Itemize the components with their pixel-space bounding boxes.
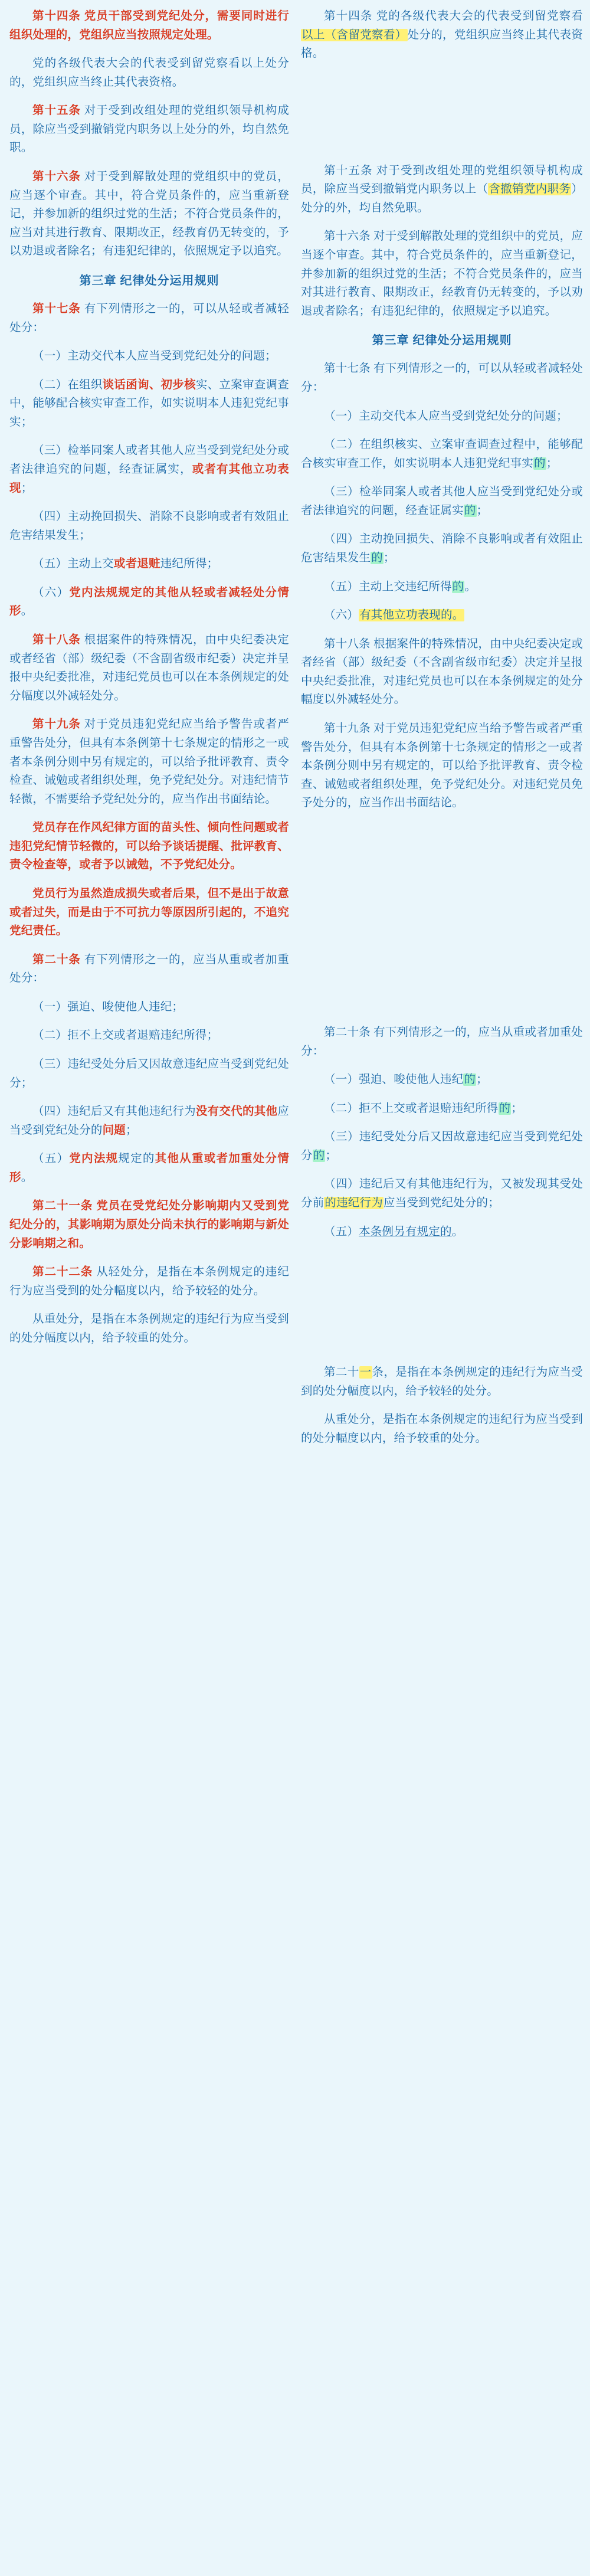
body-text: 有下列情形之一的，应当从重或者加重处分：	[9, 953, 289, 985]
body-text: 处分的，党组织应当终止其代表资格。	[301, 28, 583, 60]
vertical-spacer	[301, 73, 583, 162]
article-paragraph	[9, 584, 289, 621]
article-paragraph	[301, 436, 583, 473]
article-paragraph	[9, 347, 289, 366]
article-paragraph	[9, 102, 289, 158]
body-text: 第十六条	[324, 230, 371, 243]
highlighted-text: 的	[464, 504, 476, 517]
article-paragraph	[9, 508, 289, 545]
article-paragraph	[9, 1026, 289, 1045]
revised-text: 党员干部受到党纪处分，需要同时进行组织处理的，党组织应当按照规定处理。	[9, 10, 289, 41]
article-paragraph	[301, 606, 583, 625]
article-paragraph	[301, 483, 583, 520]
revised-text: 党员存在作风纪律方面的苗头性、倾向性问题或者违犯党纪情节轻微的，可以给予谈话提醒、批评教育、责令检查等，或者予以诫勉，不予党纪处分。	[9, 821, 289, 872]
body-text: （三）违纪受处分后又因故意违纪应当受到党纪处分；	[9, 1058, 289, 1089]
article-paragraph	[9, 1055, 289, 1092]
body-text: 从重处分，是指在本条例规定的违纪行为应当受到的处分幅度以内，给予较重的处分。	[9, 1313, 289, 1344]
body-text: （二）在组织	[32, 378, 103, 391]
body-text: （四）主动挽回损失、消除不良影响或者有效阻止危害结果发生；	[9, 510, 289, 542]
article-paragraph	[9, 300, 289, 337]
article-paragraph	[9, 1310, 289, 1347]
body-text: 党的各级代表大会的代表受到留党察看以上处分的，党组织应当终止其代表资格。	[9, 57, 289, 89]
body-text: ；	[126, 1124, 137, 1137]
body-text: （五）主动上交	[32, 558, 114, 571]
body-text: 从轻处分，是指在本条例规定的违纪行为应当受到的处分幅度以内，给予较轻的处分。	[9, 1266, 289, 1297]
body-text: （一）主动交代本人应当受到党纪处分的问题；	[324, 410, 568, 423]
body-text: 。	[21, 1171, 33, 1184]
body-text: 本条例另有规定的	[359, 1225, 452, 1238]
article-number: 第二十条	[32, 953, 81, 966]
column-left-new-version	[6, 7, 289, 1358]
body-text: 对于受到解散处理的党组织中的党员，应当逐个审查。其中，符合党员条件的，应当重新登记，并参加新的组织过党的生活；不符合党员条件的，应当对其进行教育、限期改正，经教育仍无转变的，予以劝退或者除名；有违犯纪律的，依照规定予以追究。	[301, 230, 583, 318]
body-text: （一）强迫、唆使他人违纪；	[32, 1000, 184, 1013]
article-paragraph	[301, 7, 583, 63]
body-text: 对于受到改组处理的党组织领导机构成员，除应当受到撤销党内职务以上处分的外，均自然免职。	[9, 104, 289, 155]
body-text: ；	[476, 504, 489, 517]
body-text: 。	[21, 605, 33, 618]
article-paragraph	[9, 1150, 289, 1187]
body-text: 第十四条	[324, 10, 373, 22]
article-paragraph	[301, 227, 583, 320]
article-paragraph	[9, 819, 289, 875]
article-paragraph	[9, 1197, 289, 1253]
article-paragraph	[9, 998, 289, 1017]
column-right-old-version	[300, 7, 583, 1458]
body-text: 根据案件的特殊情况，由中央纪委决定或者经省（部）级纪委（不含副省级市纪委）决定并呈报中央纪委批准，对违纪党员也可以在本条例规定的处分幅度以外减轻处分。	[301, 637, 583, 706]
highlighted-text: 的违纪行为	[324, 1196, 383, 1209]
revised-text: 谈话函询、初步核	[102, 378, 196, 391]
revised-text: 第二十一条 党员在受党纪处分影响期内又受到党纪处分的，其影响期为原处分尚未执行的影响期与新处分影响期之和。	[9, 1200, 289, 1250]
body-text: 应当受到党纪处分的；	[383, 1196, 500, 1209]
article-number: 第十九条	[32, 718, 81, 731]
body-text: 对于党员违犯党纪应当给予警告或者严重警告处分，但具有本条例第十七条规定的情形之一或者本条例分则中另有规定的，可以给予批评教育、责令检查、诫勉或者组织处理，免予党纪处分。对违纪情节轻微，不需要给予党纪处分的，应当作出书面结论。	[9, 718, 289, 806]
body-text: （六）	[324, 609, 359, 622]
body-text: ；	[476, 1073, 488, 1086]
two-column-comparison	[6, 7, 584, 1458]
body-text: ；	[546, 457, 558, 470]
highlighted-text: 以上（含留党察看）	[301, 28, 407, 41]
body-text: （三）违纪受处分后又因故意违纪应当受到党纪处分	[301, 1131, 583, 1162]
body-text: （五）主动上交违纪所得	[324, 580, 452, 593]
revised-text: 或者有其他立功表现	[9, 463, 289, 495]
revised-text: 党内法规	[69, 1153, 119, 1166]
body-text: （一）强迫、唆使他人违纪	[324, 1073, 464, 1086]
article-paragraph	[9, 441, 289, 497]
revised-text: 其他从重或者加重处分情形	[9, 1153, 289, 1184]
body-text: 有下列情形之一的，可以从轻或者减轻处分：	[9, 302, 289, 334]
article-paragraph	[301, 1410, 583, 1448]
highlighted-text: 的	[452, 580, 464, 593]
article-paragraph	[9, 376, 289, 432]
body-text: （二）拒不上交或者退赔违纪所得	[324, 1102, 499, 1115]
body-text: 。	[464, 580, 477, 593]
body-text: ；	[383, 551, 395, 564]
article-paragraph	[301, 407, 583, 426]
article-paragraph	[301, 1099, 583, 1118]
body-text: 条，是指在本条例规定的违纪行为应当受到的处分幅度以内，给予较轻的处分。	[301, 1366, 583, 1397]
body-text: （一）主动交代本人应当受到党纪处分的问题；	[32, 350, 277, 363]
body-text: 第十五条	[324, 164, 373, 177]
body-text: 第二十条	[324, 1026, 371, 1039]
highlighted-text: 有其他立功表现的。	[359, 609, 464, 622]
body-text: 对于受到改组处理的党组织领导机构成员，除应当受到撤销党内职务以上（	[301, 164, 583, 196]
highlighted-text: 的	[534, 457, 546, 470]
body-text: 第十九条	[324, 722, 371, 735]
article-paragraph	[301, 530, 583, 567]
body-text: （三）检举同案人或者其他人应当受到党纪处分或者法律追究的问题，经查证属实，	[9, 444, 289, 476]
article-number: 第二十二条	[32, 1266, 93, 1279]
body-text: 第十七条	[324, 362, 371, 375]
body-text: 第十八条	[324, 637, 371, 650]
body-text: 对于受到解散处理的党组织中的党员，应当逐个审查。其中，符合党员条件的，应当重新登记，并参加新的组织过党的生活；不符合党员条件的，应当对其进行教育、限期改正，经教育仍无转变的，予以劝退或者除名；有违犯纪律的，依照规定予以追究。	[9, 171, 289, 258]
article-paragraph	[301, 1023, 583, 1060]
body-text: 从重处分，是指在本条例规定的违纪行为应当受到的处分幅度以内，给予较重的处分。	[301, 1413, 583, 1445]
body-text: （四）违纪后又有其他违纪行为	[32, 1105, 196, 1118]
article-paragraph	[301, 1128, 583, 1165]
article-paragraph	[9, 7, 289, 44]
revised-text: 问题	[102, 1124, 126, 1137]
body-text: 有下列情形之一的，应当从重或者加重处分：	[301, 1026, 583, 1058]
body-text: ；	[21, 482, 33, 495]
article-paragraph	[9, 951, 289, 988]
article-paragraph	[301, 1223, 583, 1242]
body-text: （三）检举同案人或者其他人应当受到党纪处分或者法律追究的问题，经查证属实	[301, 486, 583, 517]
highlighted-text: 一	[359, 1366, 372, 1379]
body-text: （六）	[32, 586, 70, 599]
article-paragraph	[301, 719, 583, 813]
article-number: 第十四条	[32, 10, 81, 22]
article-paragraph	[301, 635, 583, 709]
body-text: 规定的	[118, 1153, 155, 1166]
body-text: 根据案件的特殊情况，由中央纪委决定或者经省（部）级纪委（不含副省级市纪委）决定并呈报中央纪委批准，对违纪党员也可以在本条例规定的处分幅度以外减轻处分。	[9, 634, 289, 702]
article-paragraph	[9, 1102, 289, 1140]
vertical-spacer	[301, 823, 583, 1023]
article-paragraph	[9, 555, 289, 574]
body-text: 实、立案审查调查中，能够配合核实审查工作，如实说明本人违犯党纪事实；	[9, 378, 289, 428]
article-paragraph	[9, 885, 289, 941]
body-text: ；	[511, 1102, 523, 1115]
body-text: （四）主动挽回损失、消除不良影响或者有效阻止危害结果发生	[301, 533, 583, 564]
article-paragraph	[9, 715, 289, 809]
revised-text: 党员行为虽然造成损失或者后果，但不是出于故意或者过失，而是由于不可抗力等原因所引起的，不追究党纪责任。	[9, 887, 289, 938]
body-text: ）处分的外，均自然免职。	[301, 183, 583, 214]
article-number: 第十五条	[32, 104, 81, 117]
revised-text: 党内法规规定的其他从轻或者减轻处分情形	[9, 586, 289, 618]
highlighted-text: 的	[313, 1149, 325, 1162]
chapter-heading: 第三章 纪律处分运用规则	[79, 274, 219, 287]
body-text: 违纪所得；	[160, 558, 219, 571]
highlighted-text: 的	[499, 1102, 511, 1115]
chapter-heading: 第三章 纪律处分运用规则	[372, 334, 512, 348]
body-text: （二）在组织核实、立案审查调查过程中，能够配合核实审查工作，如实说明本人违犯党纪事实	[301, 438, 583, 470]
article-paragraph	[9, 1263, 289, 1300]
body-text: 。	[451, 1225, 464, 1238]
revised-text: 或者退赃	[113, 558, 160, 571]
article-number: 第十七条	[32, 302, 81, 315]
article-paragraph	[301, 359, 583, 397]
body-text: ；	[325, 1149, 337, 1162]
body-text: 第二十	[324, 1366, 359, 1379]
article-number: 第十六条	[32, 171, 81, 184]
body-text: 党的各级代表大会的代表受到留党察看	[372, 10, 583, 22]
article-paragraph	[9, 631, 289, 705]
vertical-spacer	[301, 1251, 583, 1363]
highlighted-text: 的	[464, 1073, 476, 1086]
article-paragraph	[301, 1071, 583, 1089]
highlighted-text: 含撤销党内职务	[489, 183, 571, 196]
body-text: 应当受到党纪处分的	[9, 1105, 289, 1137]
body-text: （二）拒不上交或者退赔违纪所得；	[32, 1029, 219, 1042]
article-paragraph	[301, 578, 583, 597]
article-paragraph	[9, 168, 289, 261]
article-paragraph	[301, 1175, 583, 1212]
highlighted-text: 的	[371, 551, 383, 564]
article-paragraph	[301, 1363, 583, 1400]
revised-text: 没有交代的其他	[195, 1105, 278, 1118]
body-text: （五）	[32, 1153, 70, 1166]
article-paragraph	[301, 162, 583, 218]
body-text: （四）违纪后又有其他违纪行为，又被发现其受处分前	[301, 1178, 583, 1209]
body-text: 对于党员违犯党纪应当给予警告或者严重警告处分，但具有本条例第十七条规定的情形之一或者本条例分则中另有规定的，可以给予批评教育、责令检查、诫勉或者组织处理，免予党纪处分。对违纪党员免予处分的，应当作出书面结论。	[301, 722, 583, 810]
article-paragraph	[9, 54, 289, 91]
article-number: 第十八条	[32, 634, 81, 647]
body-text: （五）	[324, 1225, 359, 1238]
body-text: 有下列情形之一的，可以从轻或者减轻处分：	[301, 362, 583, 394]
